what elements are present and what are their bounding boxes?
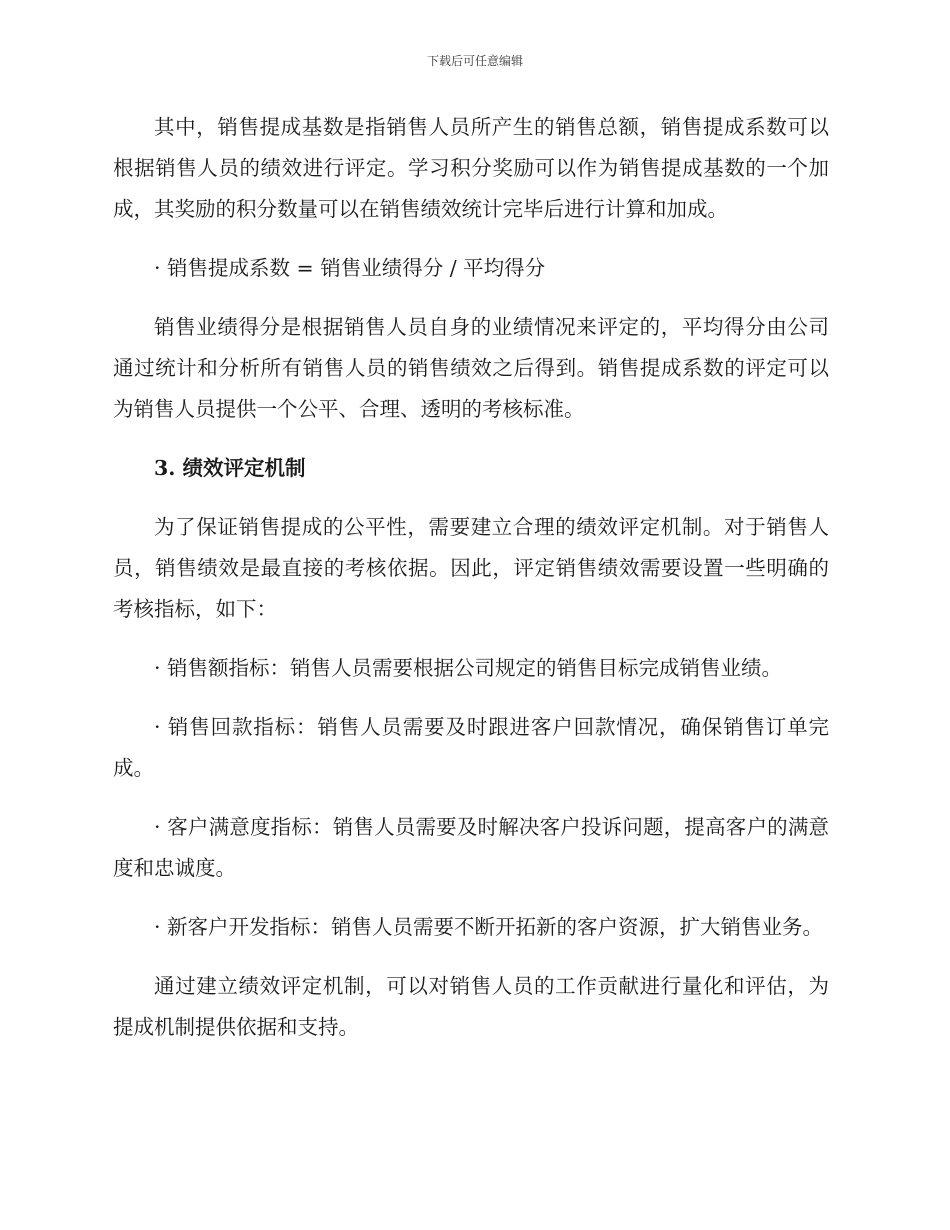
paragraph-commission-base: 其中，销售提成基数是指销售人员所产生的销售总额，销售提成系数可以根据销售人员的绩效进行评定。学习积分奖励可以作为销售提成基数的一个加成，其奖励的积分数量可以在销售绩效统计完毕后进行计算和加成。 bbox=[113, 115, 829, 221]
paragraph-conclusion: 通过建立绩效评定机制，可以对销售人员的工作贡献进行量化和评估，为提成机制提供依据和支持。 bbox=[113, 974, 829, 1039]
page-header: 下载后可任意编辑 bbox=[426, 54, 523, 68]
bullet-payment-collection: · 销售回款指标：销售人员需要及时跟进客户回款情况，确保销售订单完成。 bbox=[113, 715, 829, 780]
bullet-new-customer: · 新客户开发指标：销售人员需要不断开拓新的客户资源，扩大销售业务。 bbox=[154, 915, 824, 939]
bullet-sales-amount: · 销售额指标：销售人员需要根据公司规定的销售目标完成销售业绩。 bbox=[154, 656, 783, 680]
section-heading-performance-mechanism: 3. 绩效评定机制 bbox=[154, 456, 306, 480]
paragraph-performance-mechanism: 为了保证销售提成的公平性，需要建立合理的绩效评定机制。对于销售人员，销售绩效是最直接的考核依据。因此，评定销售绩效需要设置一些明确的考核指标，如下： bbox=[113, 515, 829, 621]
bullet-customer-satisfaction: · 客户满意度指标：销售人员需要及时解决客户投诉问题，提高客户的满意度和忠诚度。 bbox=[113, 815, 829, 880]
paragraph-performance-score: 销售业绩得分是根据销售人员自身的业绩情况来评定的，平均得分由公司通过统计和分析所有销售人员的销售绩效之后得到。销售提成系数的评定可以为销售人员提供一个公平、合理、透明的考核标准。 bbox=[113, 315, 829, 421]
formula-commission-coefficient: · 销售提成系数 = 销售业绩得分 / 平均得分 bbox=[154, 256, 546, 280]
document-body bbox=[113, 107, 829, 1066]
